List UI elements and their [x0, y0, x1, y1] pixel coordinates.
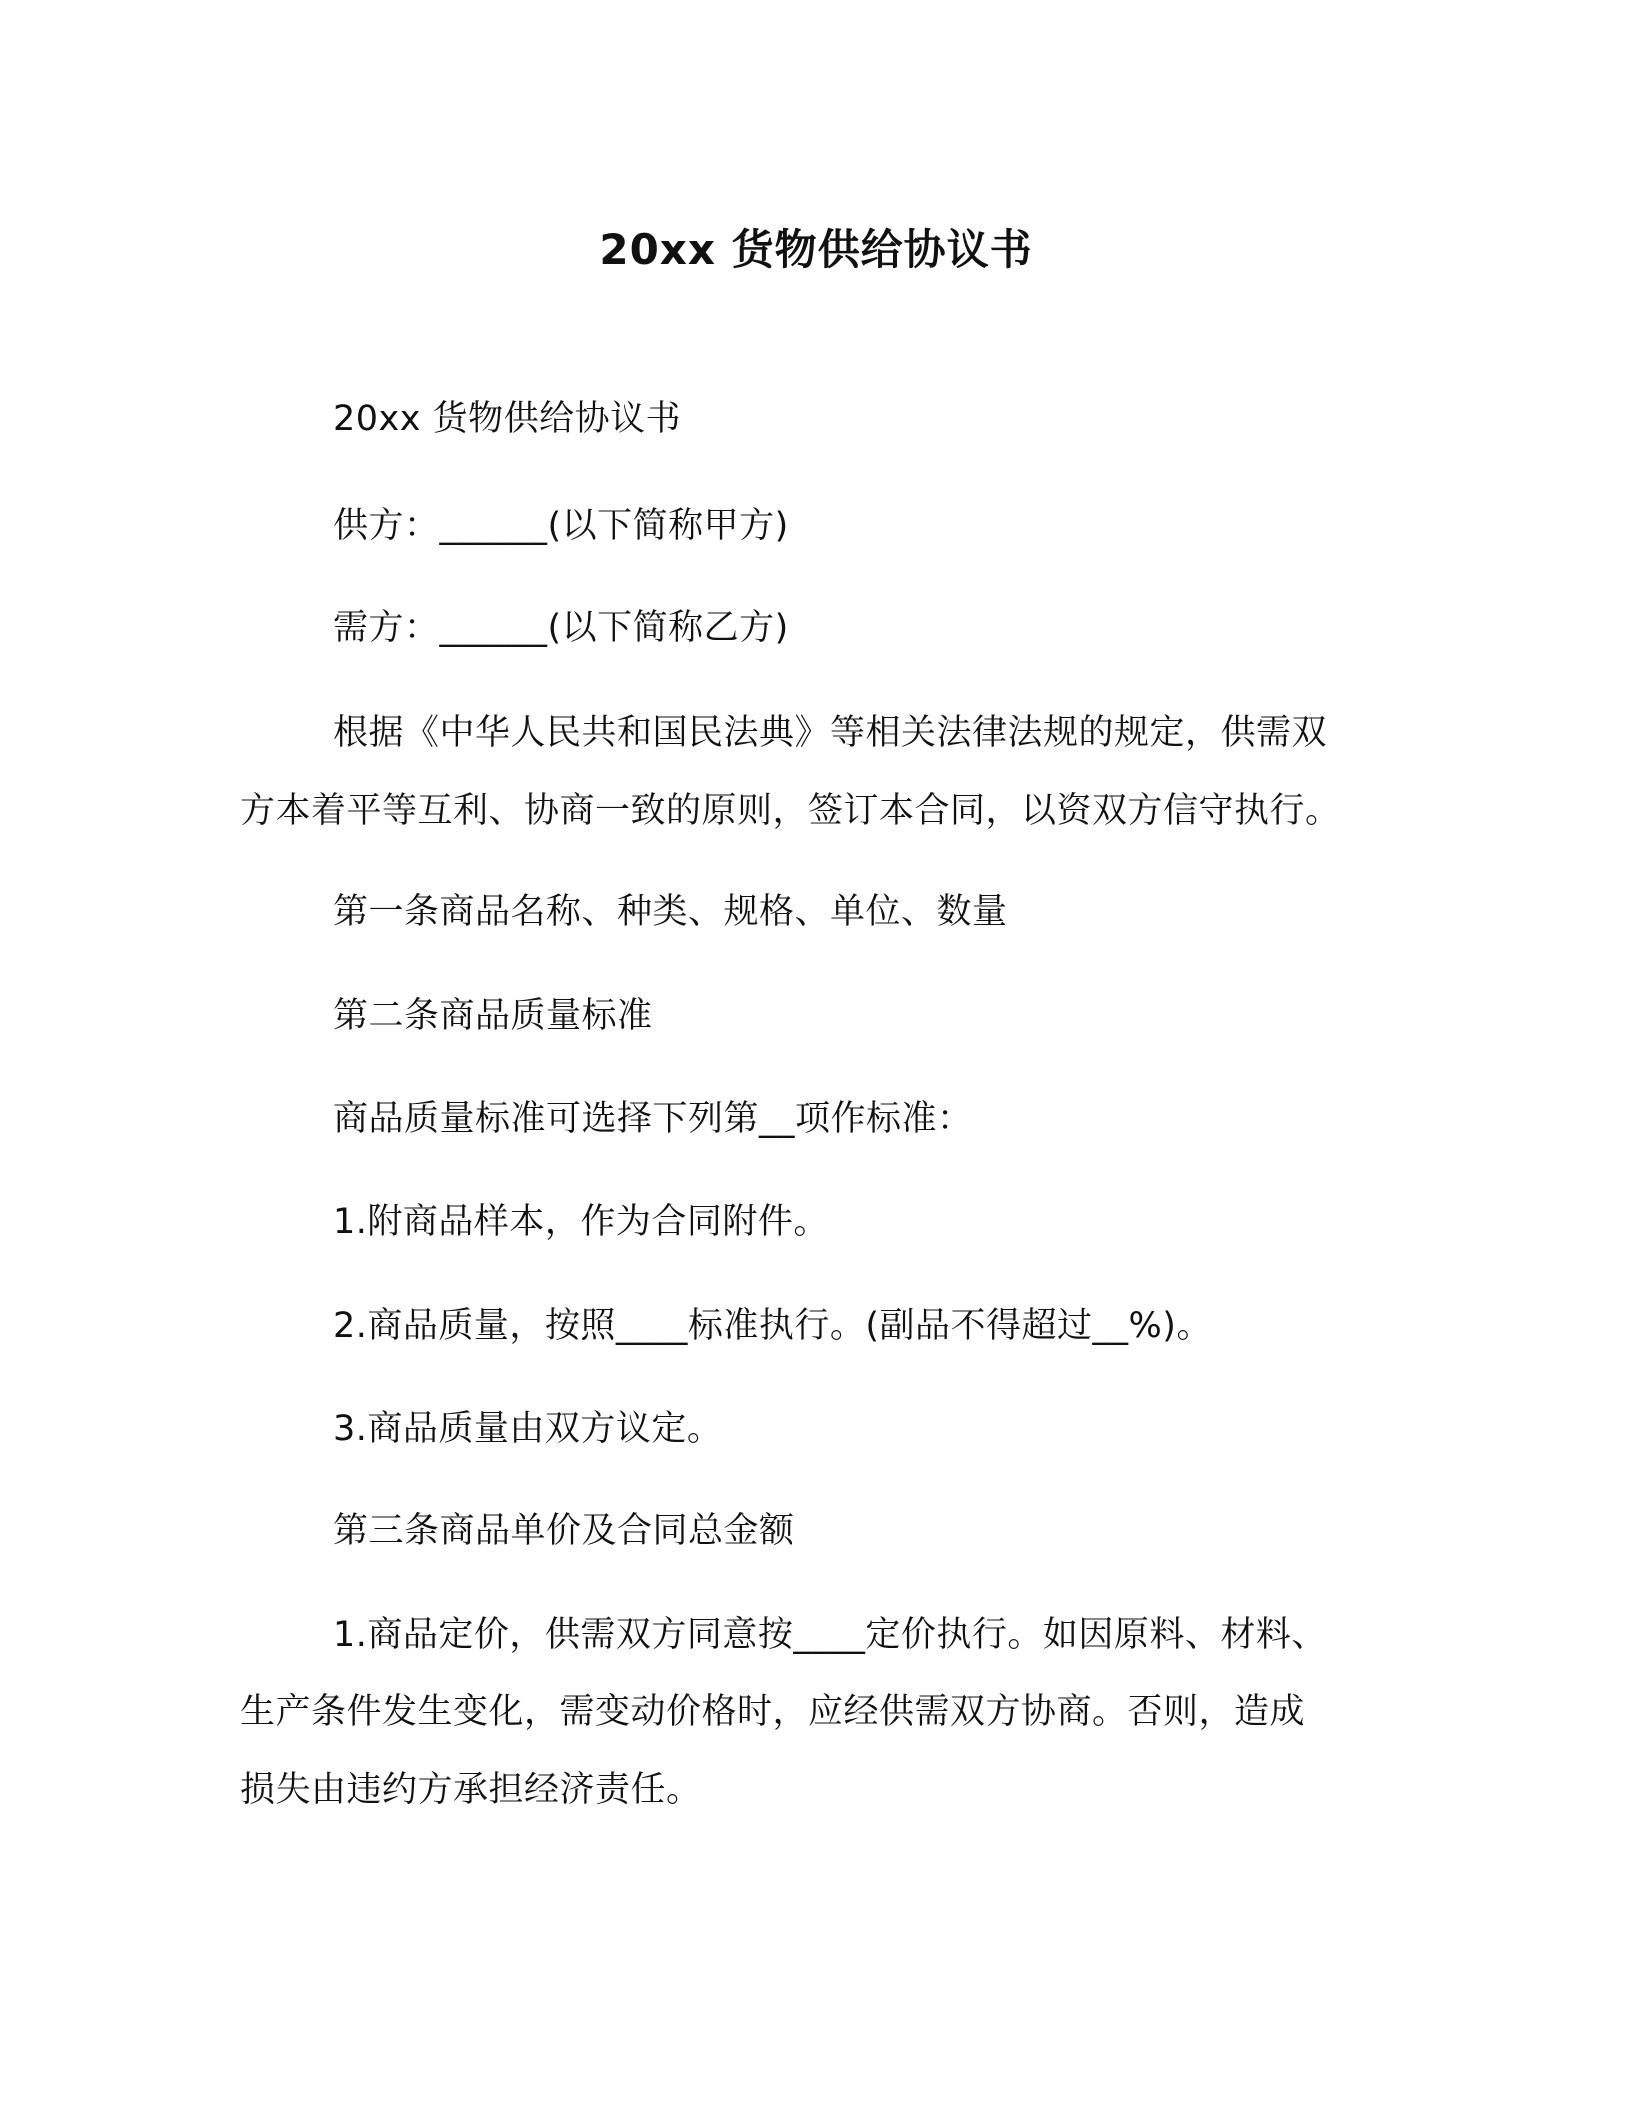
article-1-heading: 第一条商品名称、种类、规格、单位、数量 — [333, 892, 1008, 932]
quality-choice-line: 商品质量标准可选择下列第__项作标准： — [333, 1099, 973, 1139]
intro-line-2: 方本着平等互利、协商一致的原则，签订本合同，以资双方信守执行。 — [240, 791, 1341, 831]
document-subtitle: 20xx 货物供给协议书 — [333, 399, 682, 439]
supplier-line: 供方：______(以下简称甲方) — [333, 506, 789, 546]
quality-item-1: 1.附商品样本，作为合同附件。 — [333, 1202, 829, 1242]
pricing-line-3: 损失由违约方承担经济责任。 — [240, 1770, 702, 1810]
document-title: 20xx 货物供给协议书 — [599, 225, 1033, 274]
article-2-heading: 第二条商品质量标准 — [333, 996, 653, 1036]
quality-item-2: 2.商品质量，按照____标准执行。(副品不得超过__%)。 — [333, 1306, 1212, 1346]
pricing-line-2: 生产条件发生变化，需变动价格时，应经供需双方协商。否则，造成 — [240, 1692, 1306, 1732]
quality-item-3: 3.商品质量由双方议定。 — [333, 1409, 723, 1449]
buyer-line: 需方：______(以下简称乙方) — [333, 608, 789, 648]
article-3-heading: 第三条商品单价及合同总金额 — [333, 1511, 795, 1551]
intro-line-1: 根据《中华人民共和国民法典》等相关法律法规的规定，供需双 — [333, 713, 1328, 753]
pricing-line-1: 1.商品定价，供需双方同意按____定价执行。如因原料、材料、 — [333, 1615, 1327, 1655]
